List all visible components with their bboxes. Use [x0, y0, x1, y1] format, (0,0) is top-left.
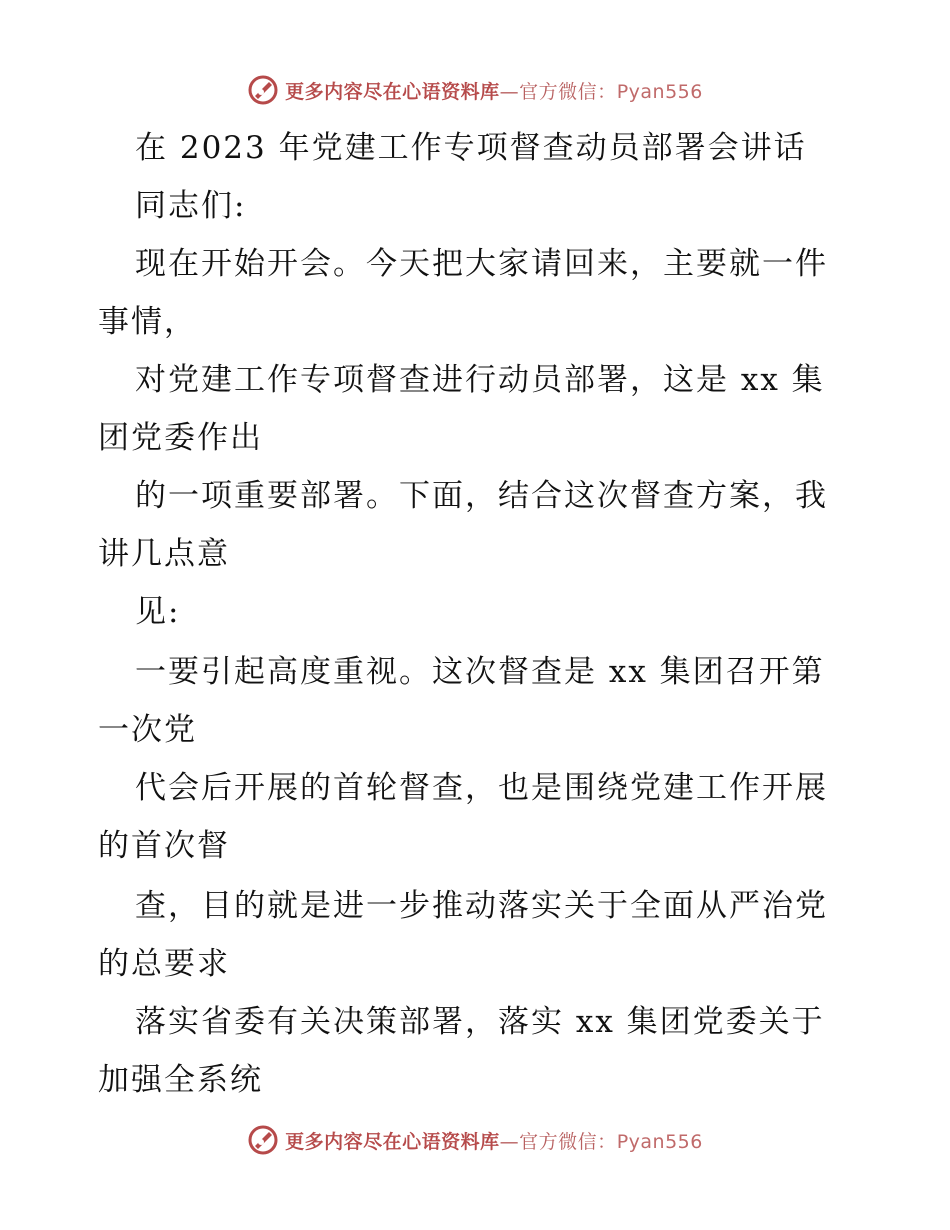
text-line: 讲几点意	[98, 536, 230, 572]
watermark-main: 更多内容尽在心语资料库	[285, 1130, 500, 1153]
text-line: 一要引起高度重视。这次督查是 xx 集团召开第	[135, 654, 825, 690]
watermark-wechat-id: Pyan556	[616, 1130, 703, 1153]
watermark-separator: —官方微信：	[499, 1130, 617, 1153]
text-line: 代会后开展的首轮督查，也是围绕党建工作开展	[135, 770, 828, 806]
text-line: 查，目的就是进一步推动落实关于全面从严治党	[135, 888, 828, 924]
footer-watermark	[0, 1120, 950, 1160]
text-line: 现在开始开会。今天把大家请回来，主要就一件	[135, 246, 828, 282]
text-line: 团党委作出	[98, 420, 263, 456]
watermark-main: 更多内容尽在心语资料库	[285, 80, 500, 103]
text-line: 一次党	[98, 712, 197, 748]
text-line: 加强全系统	[98, 1062, 263, 1098]
text-line: 事情，	[98, 304, 197, 340]
watermark-text	[285, 1127, 703, 1154]
text-line: 的总要求	[98, 946, 230, 982]
text-line: 见:	[135, 594, 181, 630]
document-title: 在 2023 年党建工作专项督查动员部署会讲话	[135, 130, 807, 166]
watermark-separator: —官方微信：	[499, 80, 617, 103]
watermark-wechat-id: Pyan556	[616, 80, 703, 103]
text-line: 对党建工作专项督查进行动员部署，这是 xx 集	[135, 362, 825, 398]
text-line: 的一项重要部署。下面，结合这次督查方案，我	[135, 478, 828, 514]
text-line: 落实省委有关决策部署，落实 xx 集团党委关于	[135, 1004, 825, 1040]
text-line: 的首次督	[98, 828, 230, 864]
brand-logo-icon	[247, 1124, 279, 1156]
text-line: 同志们:	[135, 188, 247, 224]
